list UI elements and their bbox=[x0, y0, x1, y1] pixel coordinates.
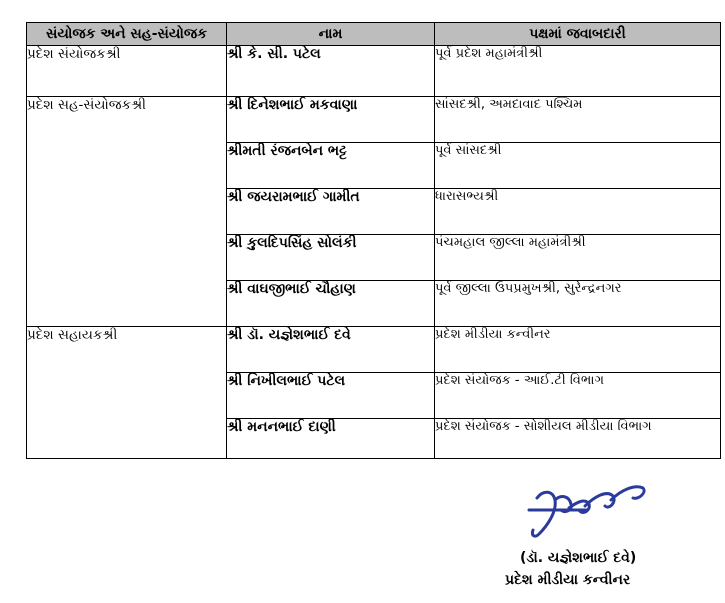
role-cell: પ્રદેશ સહ-સંયોજકશ્રી bbox=[27, 97, 227, 327]
signatory-name: (ડૉ. યજ્ઞેશભાઈ દવે) bbox=[520, 550, 637, 566]
name-cell: શ્રી જયરામભાઈ ગામીત bbox=[227, 189, 435, 235]
responsibility-cell: પ્રદેશ મીડીયા કન્વીનર bbox=[435, 327, 721, 373]
name-cell: શ્રી વાઘજીભાઈ ચૌહાણ bbox=[227, 281, 435, 327]
responsibility-cell: પંચમહાલ જીલ્લા મહામંત્રીશ્રી bbox=[435, 235, 721, 281]
header-role: સંયોજક અને સહ-સંયોજક bbox=[27, 23, 227, 46]
name-cell: શ્રી દિનેશભાઈ મકવાણા bbox=[227, 97, 435, 143]
responsibility-cell: પૂર્વ જીલ્લા ઉપપ્રમુખશ્રી, સુરેન્દ્રનગર bbox=[435, 281, 721, 327]
header-responsibility: પક્ષમાં જવાબદારી bbox=[435, 23, 721, 46]
table-row bbox=[27, 46, 721, 97]
signatory-title: પ્રદેશ મીડીયા કન્વીનર bbox=[505, 572, 631, 588]
name-cell: શ્રી કુલદિપસિંહ સોલંકી bbox=[227, 235, 435, 281]
table-row bbox=[27, 327, 721, 373]
responsibility-cell: પ્રદેશ સંયોજક - આઈ.ટી વિભાગ bbox=[435, 373, 721, 419]
header-name: નામ bbox=[227, 23, 435, 46]
name-cell: શ્રી કે. સી. પટેલ bbox=[227, 46, 435, 97]
committee-table bbox=[26, 22, 721, 459]
name-cell: શ્રી નિખીલભાઈ પટેલ bbox=[227, 373, 435, 419]
name-cell: શ્રીમતી રંજનબેન ભટ્ટ bbox=[227, 143, 435, 189]
role-cell: પ્રદેશ સહાયકશ્રી bbox=[27, 327, 227, 459]
name-cell: શ્રી મનનભાઈ દાણી bbox=[227, 419, 435, 459]
responsibility-cell: પ્રદેશ સંયોજક - સોશીયલ મીડીયા વિભાગ bbox=[435, 419, 721, 459]
responsibility-cell: સાંસદશ્રી, અમદાવાદ પશ્ચિમ bbox=[435, 97, 721, 143]
handwritten-signature bbox=[525, 480, 665, 542]
responsibility-cell: ધારાસભ્યશ્રી bbox=[435, 189, 721, 235]
role-cell: પ્રદેશ સંયોજકશ્રી bbox=[27, 46, 227, 97]
responsibility-cell: પૂર્વ પ્રદેશ મહામંત્રીશ્રી bbox=[435, 46, 721, 97]
signature-block bbox=[500, 480, 700, 600]
table-row bbox=[27, 97, 721, 143]
header-row bbox=[27, 23, 721, 46]
responsibility-cell: પૂર્વ સાંસદશ્રી bbox=[435, 143, 721, 189]
name-cell: શ્રી ડૉ. યજ્ઞેશભાઈ દવે bbox=[227, 327, 435, 373]
